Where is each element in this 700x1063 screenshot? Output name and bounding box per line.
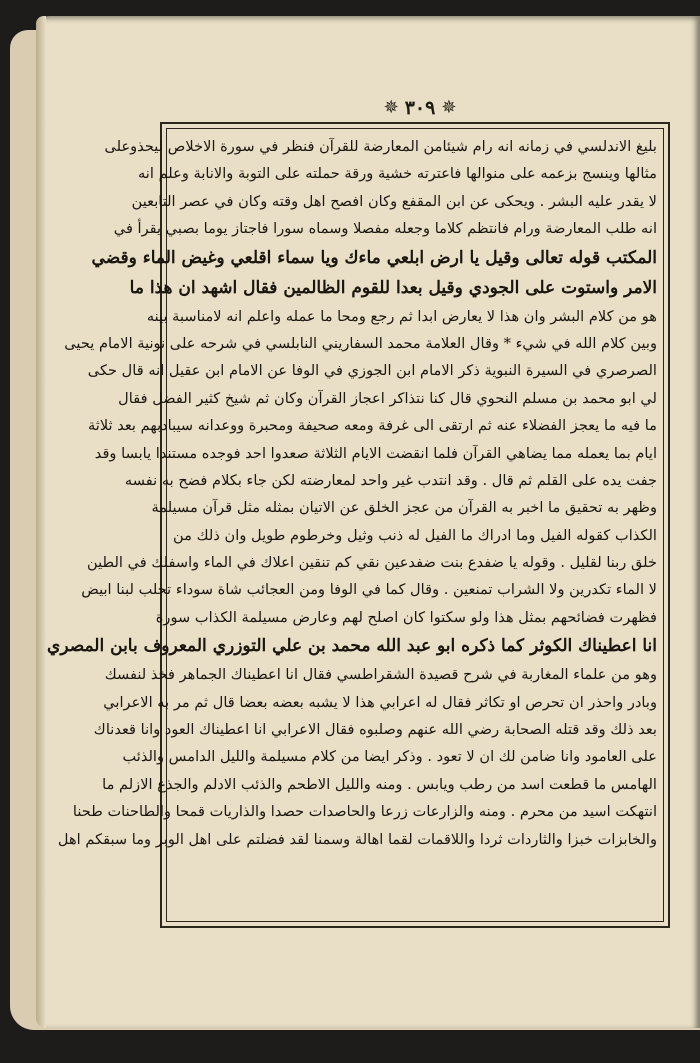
text-line: ما فيه ما يعجز الفضلاء عنه ثم ارتقى الى غرفة ومعه صحيفة ومحبرة ووعدانه سيبادبهم بعد ثلاثة bbox=[87, 417, 657, 435]
text-line: جفت يده على القلم ثم قال . وقد انتدب غير واحد لمعارضته لكن جاء بكلام فضح به نفسه bbox=[124, 471, 657, 489]
text-line: الكذاب كقوله الفيل وما ادراك ما الفيل له ذنب وثيل وخرطوم طويل وان ذلك من bbox=[173, 526, 657, 544]
text-line: لا الماء تكدرين ولا الشراب تمنعين . وقال كما في الوفا ومن العجائب شاة سوداء تحلب لبنا ابيض bbox=[81, 581, 657, 599]
text-line: وبادر واحذر ان تحرص او تكاثر فقال له اعرابي هذا لا يشبه بعضه بعضا قال ثم مر به الاعرابي bbox=[103, 693, 657, 711]
text-line: وبين كلام الله في شيء * وقال العلامة محمد السفاريني النابلسي في شرحه على نونية الامام يحيى bbox=[64, 334, 657, 352]
text-line: وهو من علماء المغاربة في شرح قصيدة الشقراطسي فقال انا اعطيناك الجماهر فخذ لنفسك bbox=[104, 666, 657, 684]
quran-verse-line: الامر واستوت على الجودي وقيل بعدا للقوم الظالمين فقال اشهد ان هذا ما bbox=[129, 277, 657, 298]
page-body-text bbox=[47, 133, 657, 917]
text-line: هو من كلام البشر وان هذا لا يعارض ابدا ثم رجع ومحا ما عمله واعلم انه لامناسبة بينه bbox=[146, 307, 657, 325]
text-line: والخابزات خبزا والثاردات ثردا واللاقمات لقما اهالة وسمنا لقد فضلتم على اهل الوبر وما سبقكم اهل bbox=[57, 830, 657, 848]
text-line: بليغ الاندلسي في زمانه انه رام شيئامن المعارضة للقرآن فنظر في سورة الاخلاص ليحذوعلى bbox=[104, 138, 657, 155]
text-line: مثالها وينسج بزعمه على منوالها فاعترته خشية ورقة حملته على التوبة والانابة وعلم انه bbox=[137, 165, 657, 183]
text-line: الهامس ما قطعت اسد من رطب ويابس . ومنه والليل الاطحم والذئب الادلم والجذع الازلم ما bbox=[102, 775, 657, 793]
text-line: انتهكت اسيد من محرم . ومنه والزارعات زرعا والحاصدات حصدا والذاريات قمحا والطاحنات طحنا bbox=[72, 803, 657, 821]
ornament-icon: ✵ bbox=[441, 97, 457, 118]
text-line: على العامود وانا ضامن لك ان لا تعود . وذكر ايضا من كلام مسيلمة والليل الدامس والذئب bbox=[122, 748, 657, 766]
text-line: الصرصري في السيرة النبوية ذكر الامام ابن الجوزي في الوفا عن الامام ابن عقيل انه قال حكى bbox=[87, 362, 657, 380]
text-line: ايام بما يعمله مما يضاهي القرآن فلما انقضت الايام الثلاثة صعدوا احد فوجده مستندا يابسا وقد bbox=[94, 444, 657, 462]
ornament-icon: ✵ bbox=[383, 97, 399, 118]
text-line: لي ابو محمد بن مسلم النحوي قال كنا نتذاكر اعجاز القرآن وكان ثم شيخ كثير الفضل فقال bbox=[118, 389, 657, 407]
text-line: خلق ربنا لقليل . وقوله يا ضفدع بنت ضفدعين نقي كم تنقين اعلاك في الماء واسفلك في الطين bbox=[86, 554, 657, 572]
text-line: وظهر به تحقيق ما اخبر به القرآن من عجز الخلق عن الاتيان بمثله مثل قرآن مسيلمة bbox=[151, 499, 657, 517]
page-number: ٣٠٩ bbox=[404, 97, 436, 119]
text-line: لا يقدر عليه البشر . ويحكى عن ابن المقفع وكان افصح اهل وقته وكان في عصر التابعين bbox=[131, 192, 657, 210]
quran-verse-line: انا اعطيناك الكوثر كما ذكره ابو عبد الله محمد بن علي التوزري المعروف بابن المصري bbox=[47, 636, 657, 657]
page-header bbox=[360, 96, 480, 120]
text-line: انه طلب المعارضة ورام فانتظم كلاما وجعله مفصلا وسماه سورا فاجتاز يوما بصبي يقرأ في bbox=[113, 220, 657, 238]
text-frame-inner bbox=[47, 128, 664, 922]
page-gutter-shadow bbox=[36, 16, 46, 1028]
text-line: فظهرت فضائحهم بمثل هذا ولو سكتوا كان اصلح لهم وعارض مسيلمة الكذاب سورة bbox=[155, 608, 657, 626]
quran-verse-line: المكتب قوله تعالى وقيل يا ارض ابلعي ماءك ويا سماء اقلعي وغيض الماء وقضي bbox=[91, 247, 657, 268]
text-line: بعد ذلك وقد قتله الصحابة رضي الله عنهم وصلبوه فقال الاعرابي انا اعطيناك العود وانا قعدناك bbox=[93, 721, 657, 739]
